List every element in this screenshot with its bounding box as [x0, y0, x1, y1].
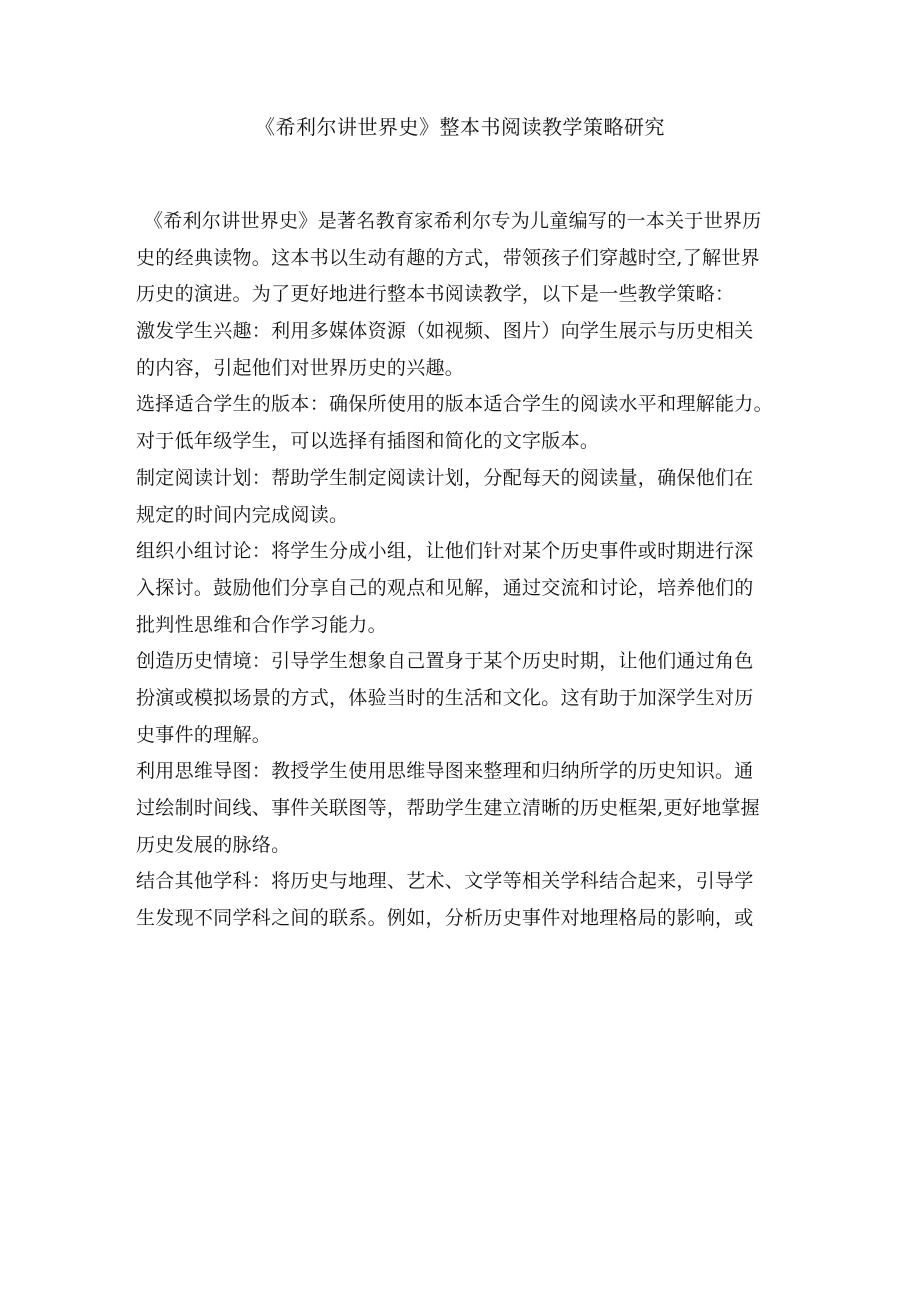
body-line: 历史的演进。为了更好地进行整本书阅读教学，以下是一些教学策略： — [136, 283, 735, 306]
body-line: 批判性思维和合作学习能力。 — [136, 613, 387, 636]
body-line: 规定的时间内完成阅读。 — [136, 503, 349, 526]
body-line: 组织小组讨论：将学生分成小组，让他们针对某个历史事件或时期进行深 — [136, 540, 754, 563]
body-line: 历史发展的脉络。 — [136, 833, 291, 856]
body-line: 史事件的理解。 — [136, 723, 272, 746]
body-line: 利用思维导图：教授学生使用思维导图来整理和归纳所学的历史知识。通 — [136, 760, 754, 783]
body-line: 扮演或模拟场景的方式，体验当时的生活和文化。这有助于加深学生对历 — [136, 686, 754, 709]
body-line: 的内容，引起他们对世界历史的兴趣。 — [136, 356, 465, 379]
body-line: 史的经典读物。这本书以生动有趣的方式，带领孩子们穿越时空,了解世界 — [136, 246, 760, 269]
body-line: 《希利尔讲世界史》是著名教育家希利尔专为儿童编写的一本关于世界历 — [144, 210, 762, 232]
document-title: 《希利尔讲世界史》整本书阅读教学策略研究 — [255, 115, 665, 139]
body-line: 生发现不同学科之间的联系。例如，分析历史事件对地理格局的影响，或 — [136, 907, 754, 930]
document-body — [136, 203, 796, 937]
body-line: 对于低年级学生，可以选择有插图和简化的文字版本。 — [136, 430, 600, 453]
body-line: 激发学生兴趣：利用多媒体资源（如视频、图片）向学生展示与历史相关 — [136, 320, 754, 343]
body-line: 结合其他学科：将历史与地理、艺术、文学等相关学科结合起来，引导学 — [136, 870, 754, 893]
body-line: 制定阅读计划：帮助学生制定阅读计划，分配每天的阅读量，确保他们在 — [136, 466, 754, 489]
body-line: 选择适合学生的版本：确保所使用的版本适合学生的阅读水平和理解能力。 — [136, 393, 773, 416]
body-line: 入探讨。鼓励他们分享自己的观点和见解，通过交流和讨论，培养他们的 — [136, 576, 754, 599]
body-line: 过绘制时间线、事件关联图等，帮助学生建立清晰的历史框架,更好地掌握 — [136, 797, 760, 819]
body-line: 创造历史情境：引导学生想象自己置身于某个历史时期，让他们通过角色 — [136, 650, 754, 673]
